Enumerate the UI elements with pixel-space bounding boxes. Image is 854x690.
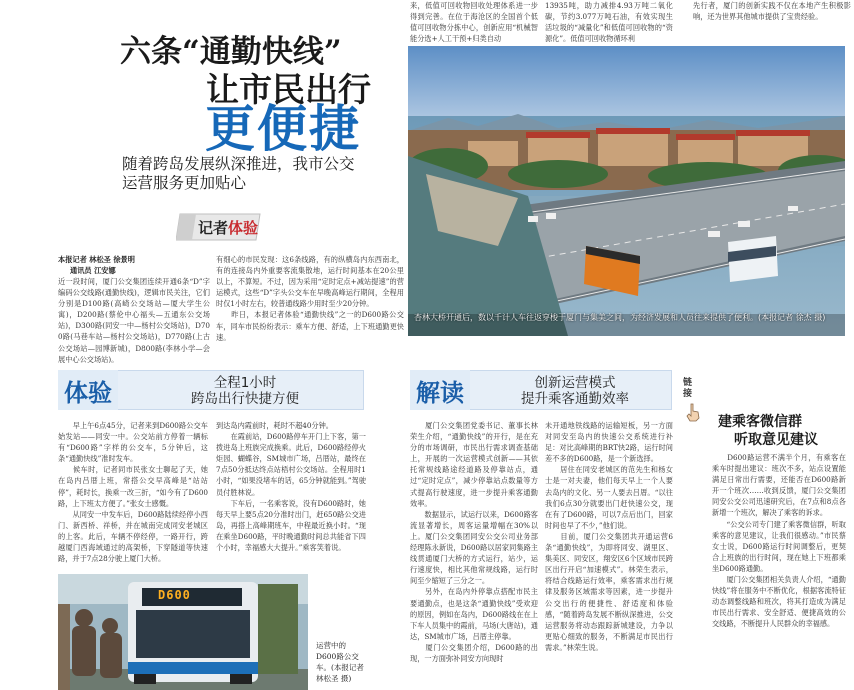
photo-bus [58,574,308,690]
hand-pointer-icon [683,402,703,422]
section-interpret-title-line2: 提升乘客通勤效率 [521,391,629,407]
bus-white-icon [728,236,778,282]
photo-bridge [408,46,845,336]
intro-right-column: 有细心的市民发现：这6条线路，有的纵横岛内东西南北，有的连接岛内外重要客流集散地，运行时间基本在20公里以上，不算短。不过，因为采用“定时定点+减站提速”的营运模式，这些“D”字头公交车在早晚高峰运行期间，全程用时仅1小时左右，较普通线路少用时至少20分钟。 昨日，本报记者体验“通勤快线”之一的D600路公交车，同车市民纷纷表示：乘车方便、舒适，上下班通勤更快速。 [216,255,404,342]
sidebar-link-badge [683,378,705,424]
photo-bus-caption-line3: 车。(本报记者 [316,663,364,672]
section-interpret-header [410,370,672,410]
experience-column-2: 到达岛内霞前时，耗时不超40分钟。 在霞前站，D600路停车开门上下客，第一拨进岛上班族完成换乘。此后，D600路经停火炬园、蝴蝶谷，SM城市广场，吕厝站，最终在7点50分抵达终点站梧村公交场站。全程用时1小时，“如果没堵车的话，65分钟就能到。”驾驶员付胜林说。 下车后，一名乘客说，没有D600路时，她每天早上要5点20分准时出门，赶650路公交进岛，再搭上高峰期班车，中程最近换小时。“现在乘坐D600路，平时晚通勤时间总共能省下四个小时，幸福感大大提升。”乘客笑着说。 [216,421,366,553]
photo-bridge-caption: 杏林大桥开通后，数以千计人车往返穿梭于厦门与集美之间，为经济发展和人员往来提供了便利。(本报记者 徐杰 摄) [414,313,826,322]
section-experience-title-line2: 跨岛出行快捷方便 [191,391,299,407]
photo-bus-caption [316,640,406,684]
top-fragment-col1: 来，低值可回收物回收处理体系进一步得到完善。在位于海沧区的全国首个低值可回收物分拣中心，创新应用“机械智能分选+人工干预+归类自动 [410,1,538,44]
byline-correspondent: 通讯员 江安娜 [70,266,116,275]
interpret-column-2: 未开通地铁线路的运输短板，另一方面对同安至岛内的快速公交系统进行补足：对比高峰期的BRT快2路，运行时间差不多的D600路，是一个新选择。 居住在同安老城区的范先生和杨女士是一对夫妻，他们每天早上一个人要去岛内的文化、另一人要去吕厝。“以往我们6点30分就要出门赶快速公交，现在有了D600路，可以7点后出门，回家时间也早了不少，”他们说。 目前，厦门公交集团共开通运营6条“通勤快线”，为即将同安、湖里区、集美区、同安区，翔安区6个区域市民跨区出行开启“加速模式”。林荣生表示，将结合线路运行效率，乘客需求出行规律及服务区域需求等因素，进一步提升公交出行的便捷性、舒适度和体验感，“随着跨岛发展不断纵深推进，公交运营服务将动态跟踪新城建设，力争以更贴心细致的服务，不断满足市民出行需求。”林荣生说。 [545,421,673,652]
section-experience-title-line1: 全程1小时 [213,375,277,391]
top-fragment-col3: 先行者，厦门的创新实践不仅在本地产生积极影响，还为世界其他城市提供了宝贵经验。 [693,1,851,22]
photo-bus-caption-line1: 运营中的 [316,641,346,650]
reporter-badge [176,212,262,242]
bus-front-icon [128,582,258,684]
photo-bus-caption-line4: 林松圣 摄) [316,674,352,683]
section-interpret-title-line1: 创新运营模式 [534,375,616,391]
badge-text-reporter: 记者 [198,219,229,237]
interpret-column-1: 厦门公交集团党委书记、董事长林荣生介绍，“通勤快线”的开行，是在充分的市场调研，市民出行需求调查基础上，开展的一次运营模式创新——其依托常规线路途经道路及停靠站点，通过“定时定点”，减少停靠站点数量等方式提高行驶速度，进一步提升乘客通勤效率。 数据显示，试运行以来，D600路客流显著增长，周客运量增幅在30%以上。厦门公交集团同安公交公司业务部经理陈永新说，D600路以居家同集路主线贯通厦门大桥的方式运行，站少，运行速度快，相比其他常规线路，运行时间至少缩短了三分之一。 另外，在岛内外停靠点搭配市民主要通勤点，也是这条“通勤快线”受欢迎的原因，例如在岛内，D600路线在在上下车人员集中的霞前，马场(大唐站)，通达，SM城市广场，吕厝主停靠。 厦门公交集团介绍，D600路的出现，一方面弥补同安方向现时 [410,421,538,663]
section-experience-tag: 体验 [58,370,118,410]
subtitle-line1: 随着跨岛发展纵深推进，我市公交 [122,155,355,173]
sidebar-link-label: 链接 [683,378,693,399]
experience-column-1: 早上午6点45分，记者来到D600路公交车始发站——同安一中。公交站前方停着一辆标有“D600路”字样的公交车，5分钟后，这条“通勤快线”准时发车。 候车时，记者同市民张女士聊起了天，她在岛内吕厝上班，常搭公交早高峰是“站站停”，耗时长，换乘一改三折，“如今有了D600路，上下班太方便了。”张女士感慨。 从同安一中发车后，D600路陆续经停小西门、新西桥、祥桥，并在城南完成同安老城区的上客。此后，车辆不停经停，一路开行，跨越厦门西海域通过的高架桥，下穿隧道等快速路，并于7点28分驶上厦门大桥。 [58,421,208,564]
sidebar-title-line1: 建乘客微信群 [718,414,802,430]
headline-line3: 更便捷 [205,99,361,158]
subtitle-line2: 运营服务更加贴心 [122,174,247,192]
top-fragment-col2: 13935吨，助力减排4.93万吨二氧化碳，节约3.077万吨石油，有效实现生活垃圾的“减量化”和低值可回收物的“资源化”。低值可回收物循环利 [545,1,673,44]
sidebar-title-line2: 听取意见建议 [734,432,818,448]
bridge-scene-image [408,46,845,336]
section-experience-header [58,370,364,410]
bus-led-display: D600 [158,588,191,602]
headline-line1: 六条“通勤快线” [120,34,342,70]
sidebar-body: D600路运营不满半个月，有乘客在乘车时提出建议：班次不多，站点设置能满足日常出行需要，还能否在D600路新开一个班次……收到反馈，厦门公交集团同安公交公司迅速研究后，在7点和8点各新增一个班次，解决了乘客的诉求。 “公交公司专门建了乘客微信群，听取乘客的意见建议，让我们很感动。”市民蔡女士说，D600路运行时间调整后，更契合上班族的出行时间，现在她上下班都乘坐D600路通勤。 厦门公交集团相关负责人介绍，“通勤快线”将在服务中不断优化，根据客流特征动态调整线路和班次，将其打造成为满足市民出行需求、安全舒适、便捷高效的公交线路，不断提升人民群众的幸福感。 [712,453,846,629]
intro-left-column: 近一段时间，厦门公交集团连续开通6条“D”字编码公交线路(通勤快线)，逻辑市民关注，它们分别是D100路(高崎公交场站—厦大学生公寓)，D200路(蔡伦中心福头—五通东公交场站)，D300路(同安一中—杨村公交场站)，D700路(马巷车站—杨村公交场站)，D770路(上古公交场站—园博新城)，D800路(李林小学—会展中心公交场站)。 [58,277,210,364]
byline-reporters: 本报记者 林松圣 徐景明 [58,255,135,264]
badge-text-experience: 体验 [228,219,259,237]
section-interpret-tag: 解读 [410,370,470,410]
photo-bus-caption-line2: D600路公交 [316,652,359,661]
headline-line2: 让市民出行 [206,70,371,109]
